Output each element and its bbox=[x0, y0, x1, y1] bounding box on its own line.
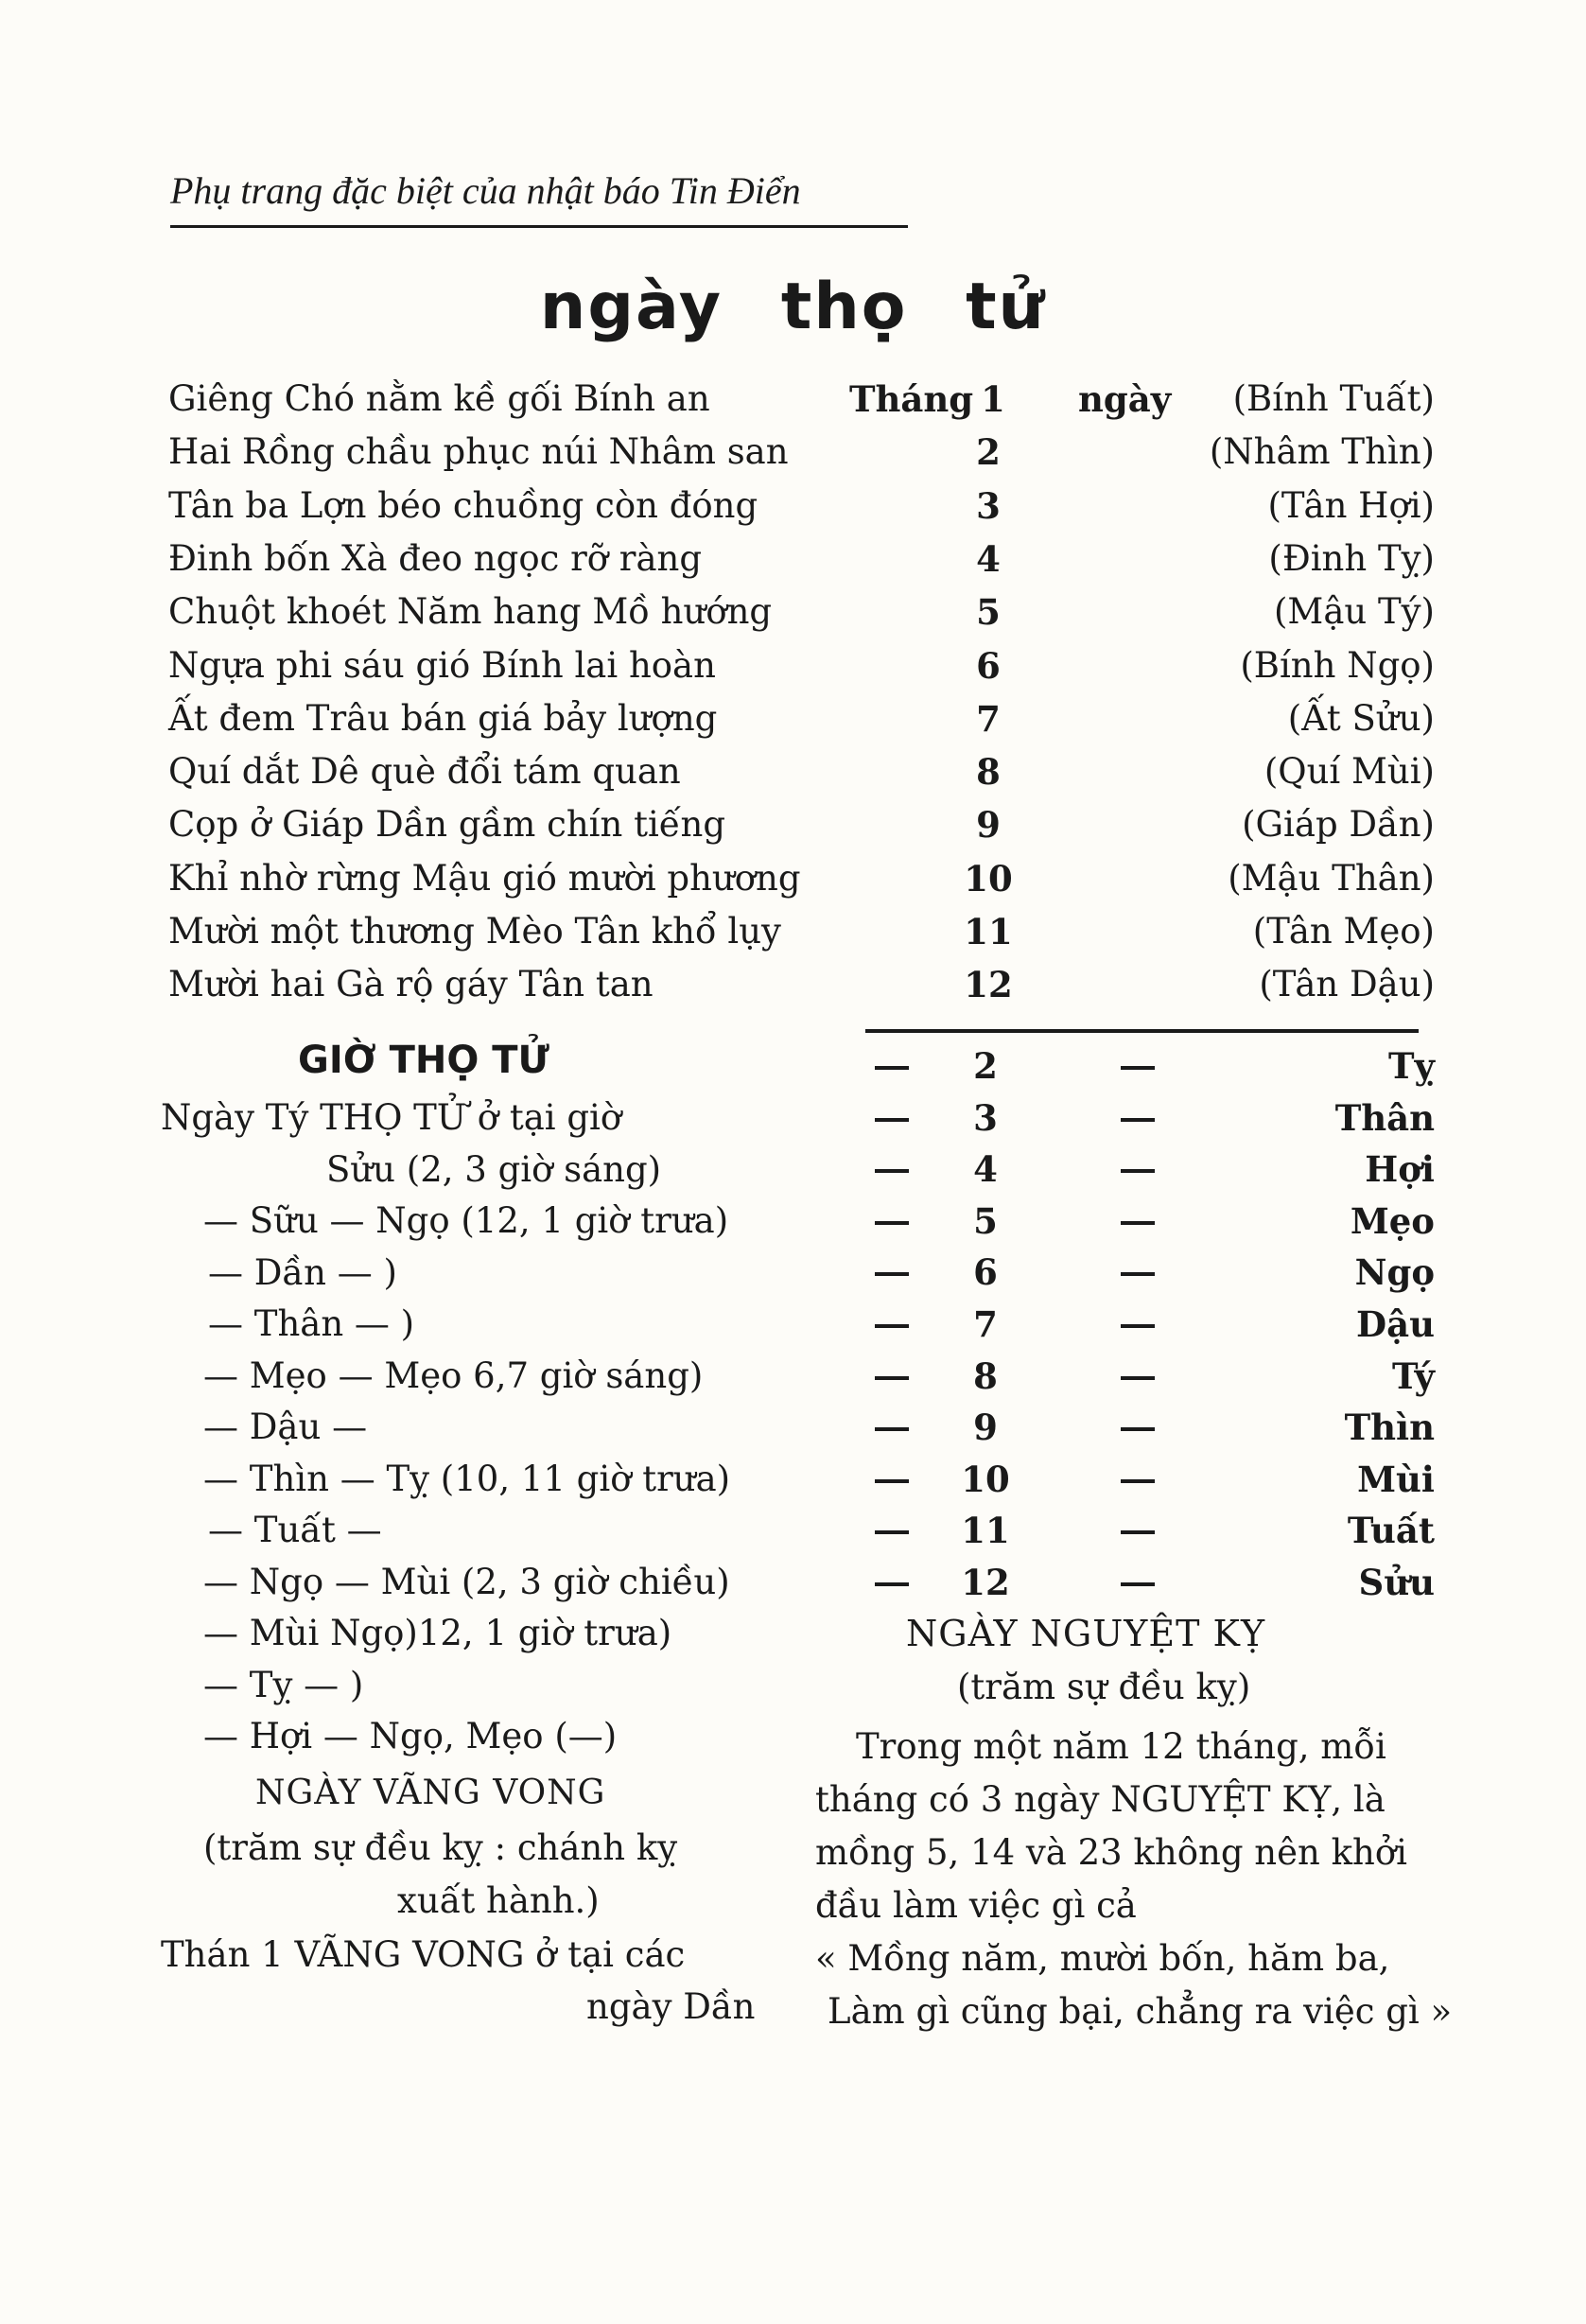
month-canchi: (Mậu Thân) bbox=[1228, 858, 1435, 899]
dash-mark bbox=[1121, 1479, 1155, 1483]
dash-mark bbox=[875, 1118, 909, 1122]
month-verse: Cọp ở Giáp Dần gầm chín tiếng bbox=[168, 804, 726, 845]
month-canchi: (Giáp Dần) bbox=[1242, 804, 1435, 845]
gio-chi: Thân bbox=[1334, 1097, 1435, 1139]
dash-mark bbox=[1121, 1427, 1155, 1431]
title-word-3: tử bbox=[966, 270, 1047, 344]
gio-line: — Ngọ — Mùi (2, 3 giờ chiều) bbox=[203, 1562, 730, 1602]
month-canchi: (Quí Mùi) bbox=[1264, 751, 1435, 792]
month-canchi: (Tân Mẹo) bbox=[1252, 911, 1435, 952]
gio-chi: Dậu bbox=[1356, 1303, 1435, 1345]
gio-line: Ngày Tý THỌ TỬ ở tại giờ bbox=[161, 1097, 622, 1138]
vang-vong-text-1: Thán 1 VÃNG VONG ở tại các bbox=[161, 1934, 686, 1975]
gio-chi: Ngọ bbox=[1354, 1251, 1435, 1293]
dash-mark bbox=[875, 1324, 909, 1328]
gio-tho-tu-heading: GIỜ THỌ TỬ bbox=[298, 1039, 549, 1082]
table-divider bbox=[865, 1029, 1419, 1033]
month-number: 12 bbox=[964, 964, 1013, 1005]
month-verse: Quí dắt Dê què đổi tám quan bbox=[168, 751, 681, 792]
month-number: 9 bbox=[976, 804, 1001, 846]
dash-mark bbox=[875, 1530, 909, 1534]
gio-line: — Mẹo — Mẹo 6,7 giờ sáng) bbox=[203, 1355, 704, 1396]
vang-vong-heading: NGÀY VÃNG VONG bbox=[255, 1774, 606, 1812]
month-verse: Hai Rồng chầu phục núi Nhâm san bbox=[168, 431, 789, 472]
gio-line: — Dần — ) bbox=[208, 1252, 397, 1293]
gio-number: 8 bbox=[973, 1355, 998, 1397]
nguyet-ky-heading: NGÀY NGUYỆT KỴ bbox=[906, 1613, 1266, 1654]
gio-chi: Tý bbox=[1392, 1355, 1435, 1397]
month-canchi: (Nhâm Thìn) bbox=[1209, 431, 1435, 472]
month-number: 7 bbox=[976, 698, 1001, 740]
month-verse: Ất đem Trâu bán giá bảy lượng bbox=[168, 698, 718, 739]
dash-mark bbox=[875, 1479, 909, 1483]
dash-mark bbox=[1121, 1066, 1155, 1070]
month-number: 10 bbox=[964, 858, 1013, 900]
month-number: 5 bbox=[976, 591, 1001, 633]
month-verse: Chuột khoét Năm hang Mồ hướng bbox=[168, 591, 773, 632]
nguyet-ky-line: tháng có 3 ngày NGUYỆT KỴ, là bbox=[815, 1779, 1386, 1820]
gio-line: — Tuất — bbox=[208, 1510, 382, 1550]
title-word-1: ngày bbox=[539, 270, 723, 344]
month-canchi: (Tân Hợi) bbox=[1267, 485, 1435, 526]
gio-line: — Thân — ) bbox=[208, 1303, 415, 1344]
month-number: 8 bbox=[976, 751, 1001, 793]
gio-line: — Dậu — bbox=[203, 1407, 368, 1447]
vang-vong-note-2: xuất hành.) bbox=[397, 1880, 600, 1921]
vang-vong-note-1: (trăm sự đều kỵ : chánh kỵ bbox=[203, 1827, 678, 1868]
dash-mark bbox=[1121, 1324, 1155, 1328]
month-canchi: (Bính Tuất) bbox=[1232, 378, 1435, 419]
gio-chi: Sửu bbox=[1358, 1562, 1435, 1603]
title-word-2: thọ bbox=[780, 270, 908, 344]
dash-mark bbox=[875, 1066, 909, 1070]
dash-mark bbox=[1121, 1582, 1155, 1586]
gio-chi: Tỵ bbox=[1387, 1045, 1435, 1087]
month-verse: Ngựa phi sáu gió Bính lai hoàn bbox=[168, 645, 716, 686]
nguyet-ky-line: đầu làm việc gì cả bbox=[815, 1885, 1137, 1926]
gio-number: 2 bbox=[973, 1045, 998, 1087]
gio-chi: Tuất bbox=[1347, 1510, 1435, 1551]
day-label: ngày bbox=[1078, 378, 1172, 420]
nguyet-ky-line: Làm gì cũng bại, chẳng ra việc gì » bbox=[828, 1991, 1453, 2032]
dash-mark bbox=[1121, 1118, 1155, 1122]
nguyet-ky-line: mồng 5, 14 và 23 không nên khởi bbox=[815, 1832, 1407, 1873]
month-canchi: (Mậu Tý) bbox=[1274, 591, 1435, 632]
vang-vong-text-2: ngày Dần bbox=[586, 1986, 756, 2027]
page-header: Phụ trang đặc biệt của nhật báo Tin Điển bbox=[170, 169, 801, 212]
month-canchi: (Đinh Tỵ) bbox=[1268, 538, 1435, 579]
month-number: 2 bbox=[976, 431, 1001, 473]
month-verse: Đinh bốn Xà đeo ngọc rỡ ràng bbox=[168, 538, 703, 579]
dash-mark bbox=[1121, 1169, 1155, 1173]
gio-number: 4 bbox=[973, 1148, 998, 1190]
month-canchi: (Bính Ngọ) bbox=[1240, 645, 1435, 686]
gio-line: — Sữu — Ngọ (12, 1 giờ trưa) bbox=[203, 1200, 729, 1241]
gio-line: — Hợi — Ngọ, Mẹo (—) bbox=[203, 1716, 618, 1756]
gio-number: 10 bbox=[961, 1459, 1010, 1500]
month-verse: Mười hai Gà rộ gáy Tân tan bbox=[168, 964, 654, 1005]
month-verse: Mười một thương Mèo Tân khổ lụy bbox=[168, 911, 781, 952]
gio-chi: Mùi bbox=[1357, 1459, 1435, 1500]
dash-mark bbox=[875, 1169, 909, 1173]
gio-number: 9 bbox=[973, 1407, 998, 1448]
dash-mark bbox=[875, 1272, 909, 1276]
dash-mark bbox=[1121, 1376, 1155, 1380]
month-number: 6 bbox=[976, 645, 1001, 687]
gio-chi: Mẹo bbox=[1350, 1200, 1435, 1242]
gio-number: 3 bbox=[973, 1097, 998, 1139]
dash-mark bbox=[875, 1221, 909, 1225]
dash-mark bbox=[1121, 1272, 1155, 1276]
dash-mark bbox=[1121, 1530, 1155, 1534]
month-number: 1 bbox=[981, 378, 1005, 420]
gio-number: 6 bbox=[973, 1251, 998, 1293]
dash-mark bbox=[875, 1582, 909, 1586]
month-verse: Khỉ nhờ rừng Mậu gió mười phương bbox=[168, 858, 801, 899]
nguyet-ky-line: « Mồng năm, mười bốn, hăm ba, bbox=[815, 1938, 1390, 1979]
page-title bbox=[0, 270, 1586, 344]
dash-mark bbox=[875, 1427, 909, 1431]
month-canchi: (Tân Dậu) bbox=[1259, 964, 1435, 1005]
month-verse: Giêng Chó nằm kề gối Bính an bbox=[168, 378, 710, 419]
month-number: 4 bbox=[976, 538, 1001, 580]
month-number: 3 bbox=[976, 485, 1001, 527]
gio-line: Sửu (2, 3 giờ sáng) bbox=[326, 1149, 662, 1190]
nguyet-ky-line: Trong một năm 12 tháng, mỗi bbox=[856, 1726, 1386, 1767]
gio-line: — Mùi Ngọ)12, 1 giờ trưa) bbox=[203, 1613, 672, 1653]
gio-line: — Thìn — Tỵ (10, 11 giờ trưa) bbox=[203, 1459, 731, 1499]
gio-number: 5 bbox=[973, 1200, 998, 1242]
gio-chi: Hợi bbox=[1365, 1148, 1435, 1190]
month-number: 11 bbox=[964, 911, 1013, 952]
month-canchi: (Ất Sửu) bbox=[1287, 698, 1435, 739]
gio-number: 11 bbox=[961, 1510, 1010, 1551]
nguyet-ky-note: (trăm sự đều kỵ) bbox=[957, 1667, 1251, 1707]
dash-mark bbox=[1121, 1221, 1155, 1225]
gio-number: 12 bbox=[961, 1562, 1010, 1603]
dash-mark bbox=[875, 1376, 909, 1380]
month-verse: Tân ba Lợn béo chuồng còn đóng bbox=[168, 485, 758, 526]
gio-line: — Tỵ — ) bbox=[203, 1665, 364, 1705]
header-rule bbox=[170, 225, 908, 228]
gio-number: 7 bbox=[973, 1303, 998, 1345]
gio-chi: Thìn bbox=[1344, 1407, 1435, 1448]
month-label: Tháng bbox=[849, 378, 974, 420]
